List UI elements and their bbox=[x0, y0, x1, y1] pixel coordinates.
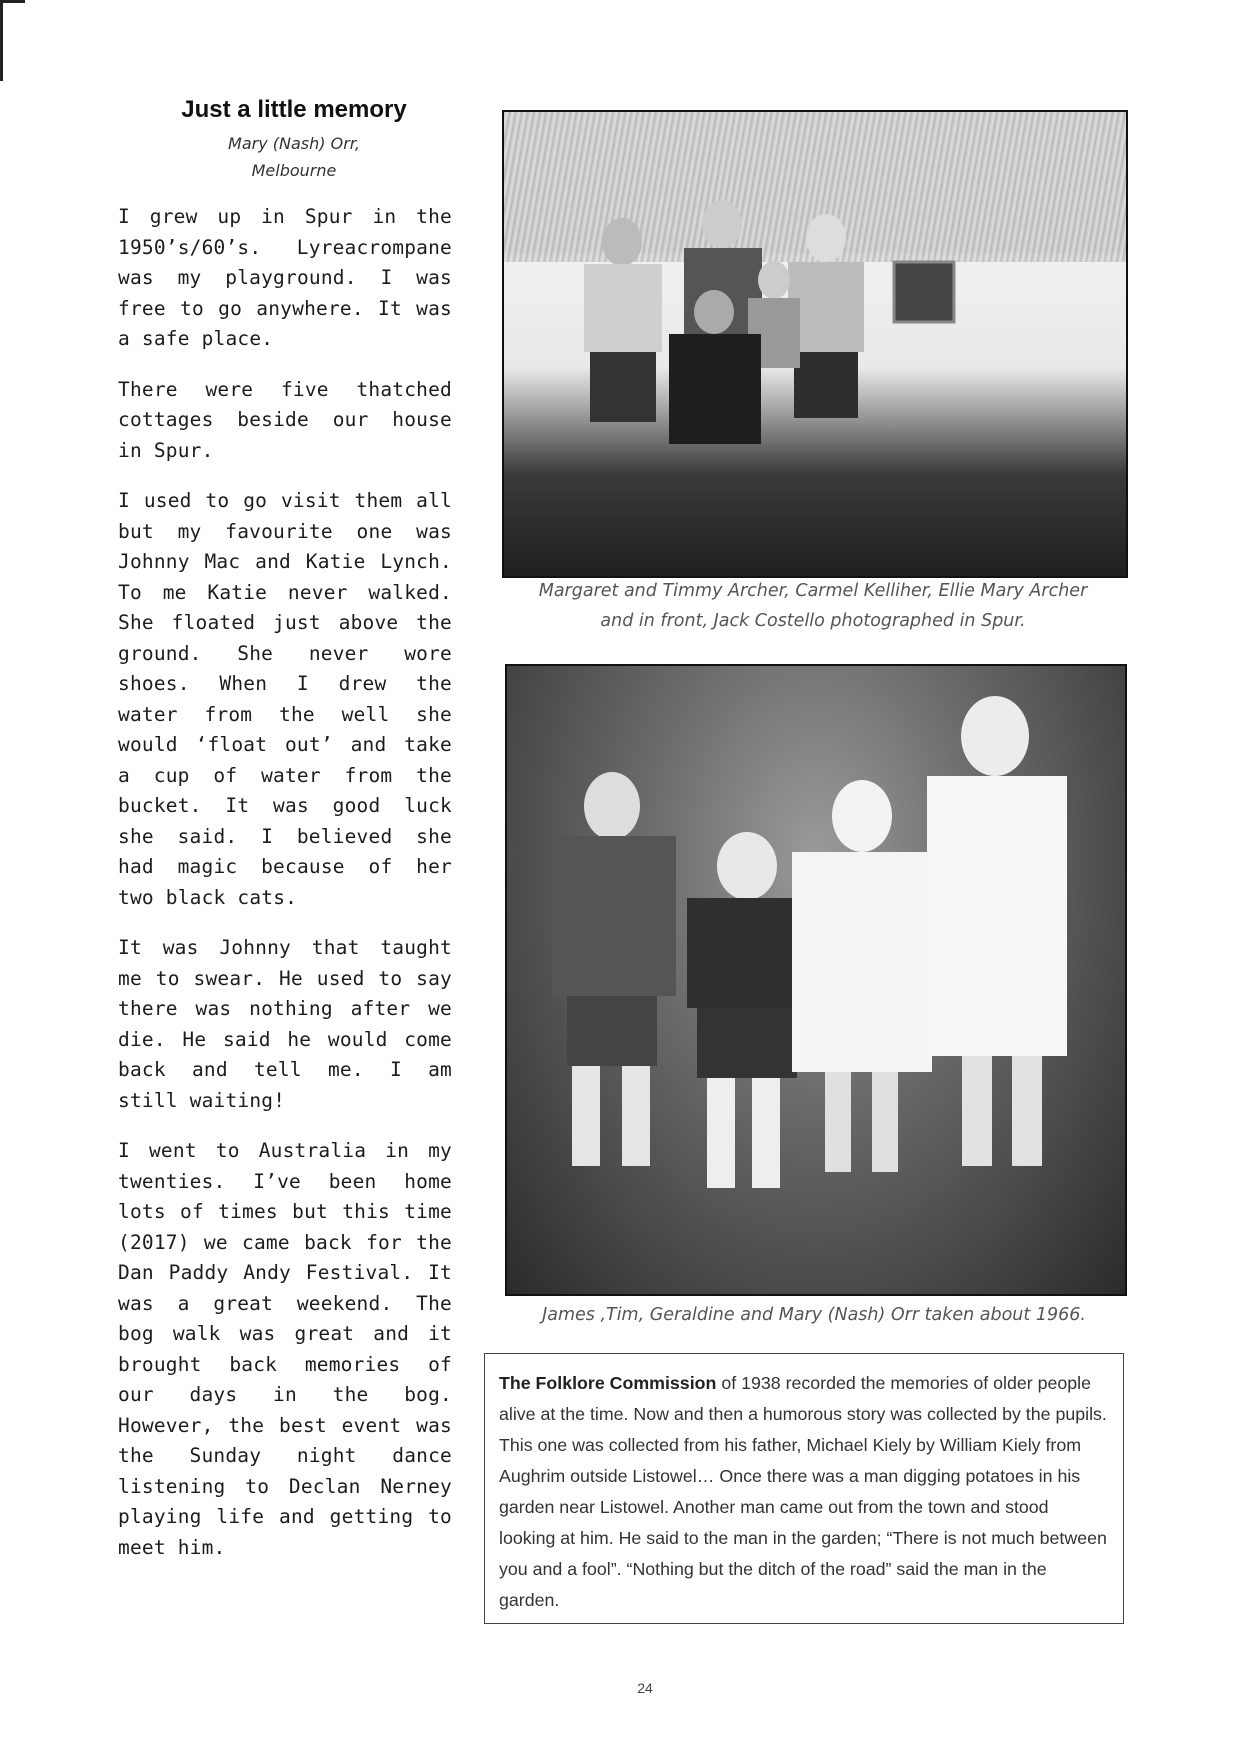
author-name: Mary (Nash) Orr, bbox=[228, 134, 360, 153]
figure-dress bbox=[927, 776, 1067, 1056]
author-location: Melbourne bbox=[251, 161, 337, 180]
figure-head bbox=[832, 780, 892, 852]
figure-leg bbox=[962, 1056, 992, 1166]
article-byline bbox=[136, 130, 452, 184]
folklore-commission-box bbox=[484, 1353, 1124, 1624]
figure-leg bbox=[572, 1066, 600, 1166]
photo1-caption-line: Margaret and Timmy Archer, Carmel Kelliher, Ellie Mary Archer bbox=[538, 581, 1088, 601]
figure-head bbox=[717, 832, 777, 900]
article-column bbox=[118, 96, 452, 1563]
figure-skirt bbox=[590, 352, 656, 422]
photo1-caption-line: and in front, Jack Costello photographed in Spur. bbox=[600, 611, 1026, 631]
figure-body bbox=[552, 836, 676, 996]
figure-skirt bbox=[794, 352, 858, 418]
folklore-heading: The Folklore Commission bbox=[499, 1373, 717, 1393]
figure-head bbox=[702, 200, 742, 248]
photo-children-group bbox=[507, 666, 1125, 1294]
figure-leg bbox=[872, 1072, 898, 1172]
cottage-window bbox=[894, 262, 954, 322]
figure-head bbox=[584, 772, 640, 840]
photo-archer-family-cottage bbox=[502, 110, 1128, 578]
figure-leg bbox=[752, 1078, 780, 1188]
figure-head bbox=[694, 290, 734, 334]
page-number: 24 bbox=[637, 1680, 653, 1696]
figure-dress bbox=[792, 852, 932, 1072]
photo-figures-group bbox=[504, 112, 1126, 576]
figure-body bbox=[687, 898, 807, 1008]
corner-crop-mark bbox=[0, 0, 25, 81]
figure-head bbox=[602, 218, 642, 266]
article-paragraph-5: I went to Australia in my twenties. I’ve been home lots of times but this time (2017) we came back for the Dan Paddy Andy Festival. It was a great weekend. The bog walk was great and it brought back memories of our days in the bog. However, the best event was the Sunday night dance listening to Declan Nerney playing life and getting to meet him. bbox=[118, 1139, 452, 1559]
article-paragraph-1: I grew up in Spur in the 1950’s/60’s. Lyreacrompane was my playground. I was free to go anywhere. It was a safe place. bbox=[118, 205, 452, 350]
figure-leg bbox=[707, 1078, 735, 1188]
figure-leg bbox=[622, 1066, 650, 1166]
article-title: Just a little memory bbox=[181, 96, 407, 123]
article-paragraph-3: I used to go visit them all but my favourite one was Johnny Mac and Katie Lynch. To me Katie never walked. She floated just above the ground. She never wore shoes. When I drew the water from the well she would ‘float out’ and take a cup of water from the bucket. It was good luck she said. I believed she had magic because of her two black cats. bbox=[118, 489, 452, 909]
figure-body bbox=[584, 264, 662, 352]
article-paragraph-2: There were five thatched cottages beside our house in Spur. bbox=[118, 377, 452, 462]
article-paragraph-4: It was Johnny that taught me to swear. He used to say there was nothing after we die. He said he would come back and tell me. I am still waiting! bbox=[118, 936, 452, 1112]
folklore-body: of 1938 recorded the memories of older people alive at the time. Now and then a humorous story was collected by the pupils. This one was collected from his father, Michael Kiely by William Kiely from Aughrim outside Listowel… Once there was a man digging potatoes in his garden near Listowel. Another man came out from the town and stood looking at him. He said to the man in the garden; “There is not much between you and a fool”. “Nothing but the ditch of the road” said the man in the garden. bbox=[499, 1373, 1107, 1610]
figure-head bbox=[806, 214, 846, 262]
figure-shorts bbox=[567, 996, 657, 1066]
figure-leg bbox=[825, 1072, 851, 1172]
figure-body bbox=[669, 334, 761, 444]
figure-shorts bbox=[697, 1008, 797, 1078]
figure-head bbox=[961, 696, 1029, 776]
photo1-caption bbox=[502, 576, 1124, 636]
figure-head bbox=[758, 261, 790, 299]
photo-nash-children bbox=[505, 664, 1127, 1296]
photo2-caption: James ,Tim, Geraldine and Mary (Nash) Orr taken about 1966. bbox=[542, 1305, 1086, 1325]
figure-leg bbox=[1012, 1056, 1042, 1166]
